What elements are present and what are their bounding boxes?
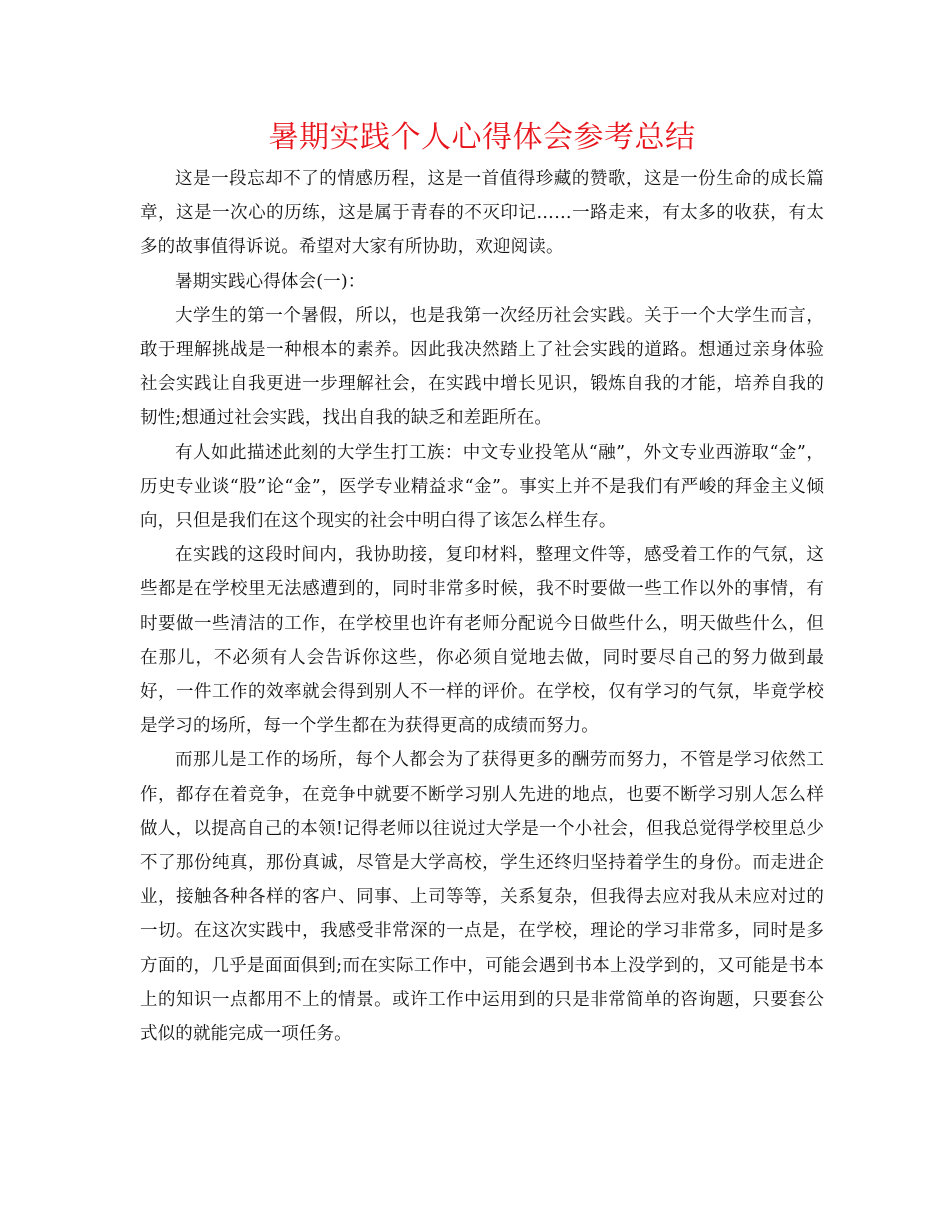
intro-paragraph: 这是一段忘却不了的情感历程，这是一首值得珍藏的赞歌，这是一份生命的成长篇章，这是一次心的历练，这是属于青春的不灭印记……一路走来，有太多的收获，有太多的故事值得诉说。希望对大家有所协助，欢迎阅读。 [140,169,824,258]
section-heading: 暑期实践心得体会(一)： [175,271,366,292]
body-paragraph: 大学生的第一个暑假，所以，也是我第一次经历社会实践。关于一个大学生而言，敢于理解挑战是一种根本的素养。因此我决然踏上了社会实践的道路。想通过亲身体验社会实践让自我更进一步理解社会，在实践中增长见识，锻炼自我的才能，培养自我的韧性;想通过社会实践，找出自我的缺乏和差距所在。 [140,305,824,429]
body-paragraph: 在实践的这段时间内，我协助接，复印材料，整理文件等，感受着工作的气氛，这些都是在学校里无法感遭到的，同时非常多时候，我不时要做一些工作以外的事情，有时要做一些清洁的工作，在学校里也许有老师分配说今日做些什么，明天做些什么，但在那儿，不必须有人会告诉你这些，你必须自觉地去做，同时要尽自己的努力做到最好，一件工作的效率就会得到别人不一样的评价。在学校，仅有学习的气氛，毕竟学校是学习的场所，每一个学生都在为获得更高的成绩而努力。 [140,545,824,737]
document-title: 暑期实践个人心得体会参考总结 [268,120,696,155]
document-body [140,162,824,1051]
body-paragraph: 有人如此描述此刻的大学生打工族：中文专业投笔从“融”，外文专业西游取“金”，历史专业谈“股”论“金”，医学专业精益求“金”。事实上并不是我们有严峻的拜金主义倾向，只但是我们在这个现实的社会中明白得了该怎么样生存。 [140,442,824,532]
body-paragraph: 而那儿是工作的场所，每个人都会为了获得更多的酬劳而努力，不管是学习依然工作，都存在着竞争，在竞争中就要不断学习别人先进的地点，也要不断学习别人怎么样做人，以提高自己的本领!记得老师以往说过大学是一个小社会，但我总觉得学校里总少不了那份纯真，那份真诚，尽管是大学高校，学生还终归坚持着学生的身份。而走进企业，接触各种各样的客户、同事、上司等等，关系复杂，但我得去应对我从未应对过的一切。在这次实践中，我感受非常深的一点是，在学校，理论的学习非常多，同时是多方面的，几乎是面面俱到;而在实际工作中，可能会遇到书本上没学到的，又可能是书本上的知识一点都用不上的情景。或许工作中运用到的只是非常简单的咨询题，只要套公式似的就能完成一项任务。 [140,750,824,1045]
document-page [140,118,824,1051]
